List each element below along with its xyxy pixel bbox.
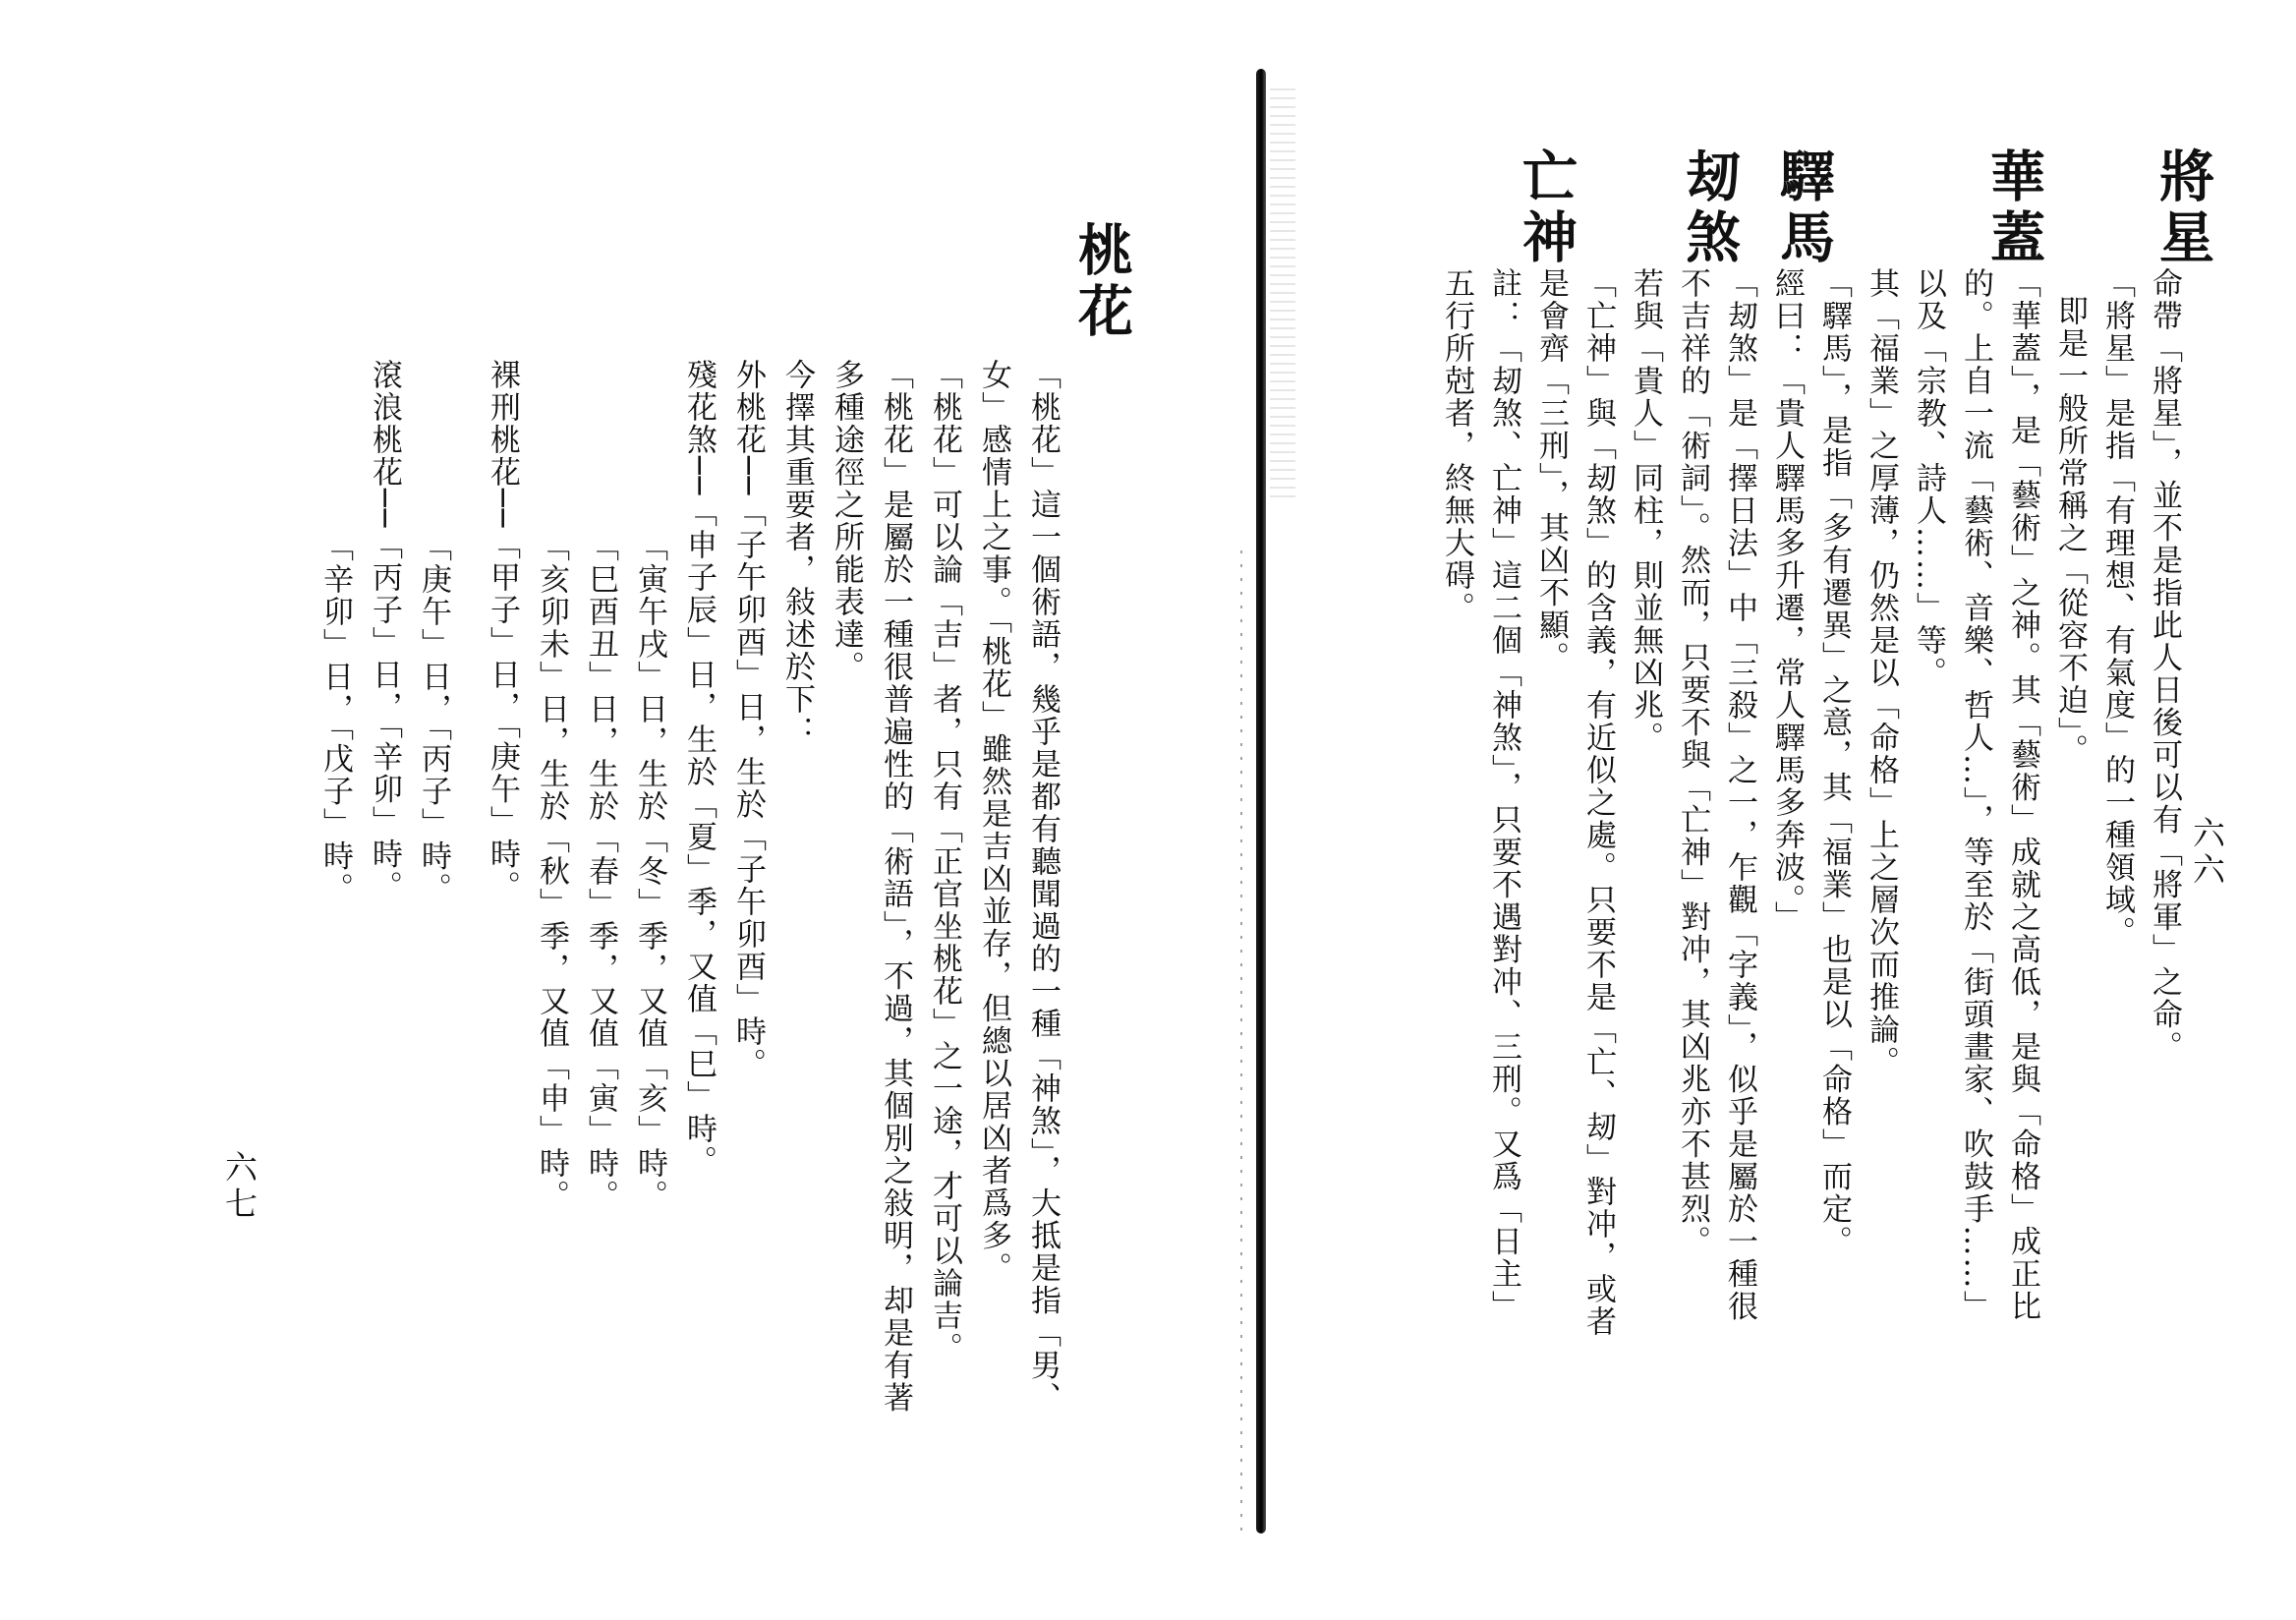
text-line: 「將星」是指「有理想、有氣度」的一種領域。 bbox=[2099, 267, 2135, 949]
text-line: 「巳酉丑」日，生於「春」季，又值「寅」時。 bbox=[583, 531, 618, 1212]
text-line: 「刼煞」是「擇日法」中「三殺」之一，乍觀「字義」，似乎是屬於一種很 bbox=[1722, 267, 1757, 1323]
text-line: 若與「貴人」同柱，則並無凶兆。 bbox=[1628, 267, 1663, 754]
text-line: 註：「刼煞、亡神」這二個「神煞」，只要不遇對冲、三刑。又爲「日主」 bbox=[1486, 267, 1521, 1323]
page-number: 六六 bbox=[2188, 816, 2226, 889]
heading-hua-gai: 華蓋 bbox=[1981, 147, 2045, 269]
book-spine bbox=[1256, 69, 1266, 1533]
text-line: 「驛馬」，是指「多有遷異」之意，其「福業」也是以「命格」而定。 bbox=[1816, 267, 1852, 1258]
text-line: 「亡神」與「刼煞」的含義，有近似之處。只要不是「亡、刼」對冲，或者 bbox=[1580, 267, 1616, 1338]
text-line: 以及「宗教、詩人……」等。 bbox=[1911, 267, 1946, 689]
text-line: 「辛卯」日，「戊子」時。 bbox=[317, 531, 353, 905]
scan-shadow bbox=[1270, 88, 1295, 501]
text-line: 即是一般所常稱之「從容不迫」。 bbox=[2052, 295, 2088, 767]
text-line: 「桃花」可以論「吉」者，只有「正官坐桃花」之一途，才可以論吉。 bbox=[927, 359, 962, 1364]
text-line: 其「福業」之厚薄，仍然是以「命格」上之層次而推論。 bbox=[1864, 267, 1899, 1078]
heading-yi-ma: 驛馬 bbox=[1771, 147, 1835, 269]
text-line: 不吉祥的「術詞」。然而，只要不與「亡神」對冲，其凶兆亦不甚烈。 bbox=[1675, 267, 1710, 1258]
right-page bbox=[1248, 0, 2296, 1620]
text-line: 經曰：「貴人驛馬多升遷，常人驛馬多奔波。」 bbox=[1769, 267, 1805, 934]
text-line: 「庚午」日，「丙子」時。 bbox=[416, 531, 451, 905]
text-line: 今擇其重要者，敍述於下： bbox=[779, 359, 815, 748]
text-line: 「華蓋」，是「藝術」之神。其「藝術」成就之高低，是與「命格」成正比 bbox=[2005, 267, 2040, 1323]
text-line: 多種途徑之所能表達。 bbox=[829, 359, 864, 683]
text-line: 外桃花──「子午卯酉」日，生於「子午卯酉」時。 bbox=[730, 359, 766, 1081]
text-line: 「亥卯未」日，生於「秋」季，又值「申」時。 bbox=[534, 531, 569, 1212]
heading-jiang-xing: 將星 bbox=[2151, 147, 2214, 269]
heading-jie-sha: 刼煞 bbox=[1677, 147, 1741, 269]
text-line: 「桃花」這一個術語，幾乎是都有聽聞過的一種「神煞」，大抵是指「男、 bbox=[1025, 359, 1061, 1415]
page-number: 六七 bbox=[220, 1150, 258, 1223]
text-line: 殘花煞──「申子辰」日，生於「夏」季，又值「巳」時。 bbox=[681, 359, 717, 1179]
text-line: 女」感情上之事。「桃花」雖然是吉凶並存，但總以居凶者爲多。 bbox=[976, 359, 1011, 1285]
text-line: 的。上自一流「藝術、音樂、哲人…」，等至於「街頭畫家、吹鼓手……」 bbox=[1958, 267, 1993, 1323]
text-line: 命帶「將星」，並不是指此人日後可以有「將軍」之命。 bbox=[2147, 267, 2182, 1064]
heading-tao-hua: 桃花 bbox=[1069, 221, 1133, 343]
text-line: 五行所尅者，終無大碍。 bbox=[1439, 267, 1474, 624]
heading-wang-shen: 亡神 bbox=[1514, 147, 1578, 269]
text-line: 裸刑桃花──「甲子」日，「庚午」時。 bbox=[485, 359, 520, 903]
text-line: 滾浪桃花──「丙子」日，「辛卯」時。 bbox=[367, 359, 402, 903]
text-line: 是會齊「三刑」，其凶不顯。 bbox=[1533, 267, 1569, 674]
text-line: 「桃花」是屬於一種很普遍性的「術語」，不過，其個別之敍明，却是有著 bbox=[878, 359, 913, 1415]
text-line: 「寅午戌」日，生於「冬」季，又值「亥」時。 bbox=[632, 531, 667, 1212]
